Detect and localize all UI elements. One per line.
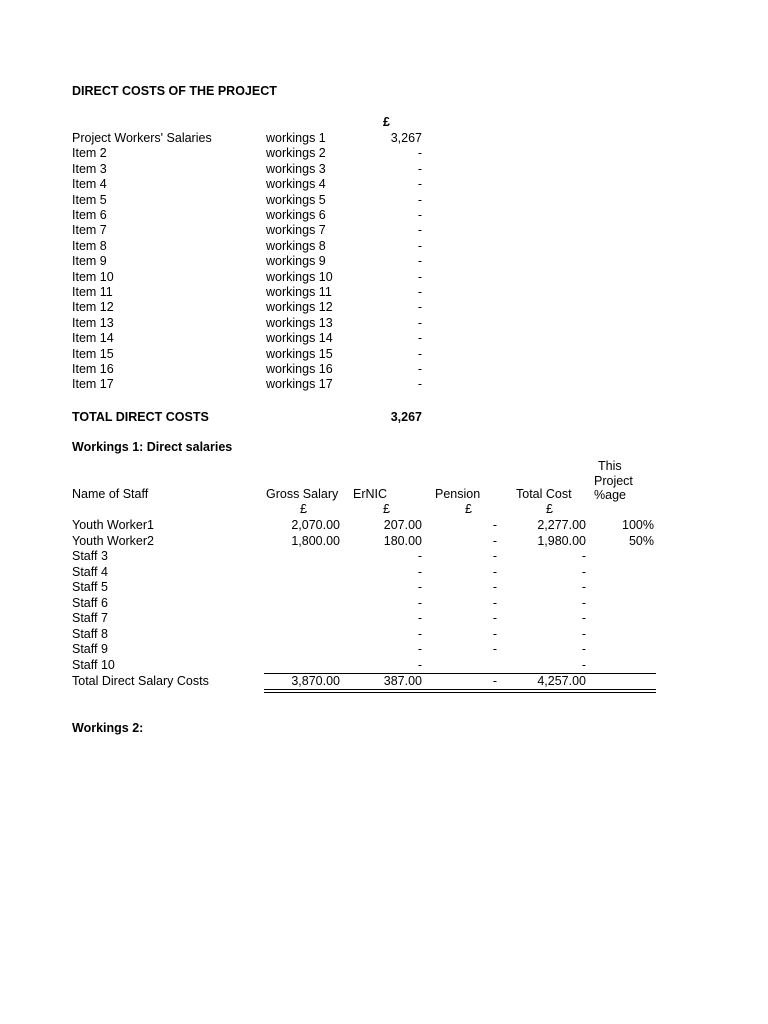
item-workings-ref: workings 11 bbox=[266, 285, 332, 299]
item-workings-ref: workings 5 bbox=[266, 193, 326, 207]
item-workings-ref: workings 4 bbox=[266, 177, 326, 191]
item-amount: - bbox=[417, 377, 422, 391]
staff-total: 1,980.00 bbox=[537, 534, 586, 548]
item-workings-ref: workings 7 bbox=[266, 223, 326, 237]
staff-name: Staff 10 bbox=[72, 658, 115, 672]
item-amount: - bbox=[417, 270, 422, 284]
total-double-rule-2 bbox=[264, 692, 656, 693]
staff-name: Staff 5 bbox=[72, 580, 108, 594]
item-workings-ref: workings 15 bbox=[266, 347, 333, 361]
item-name: Item 6 bbox=[72, 208, 107, 222]
staff-total: - bbox=[581, 596, 586, 610]
total-double-rule-1 bbox=[264, 689, 656, 690]
item-name: Item 16 bbox=[72, 362, 114, 376]
item-workings-ref: workings 12 bbox=[266, 300, 333, 314]
staff-total: - bbox=[581, 627, 586, 641]
staff-ernic: 207.00 bbox=[383, 518, 422, 532]
total-direct-label: TOTAL DIRECT COSTS bbox=[72, 410, 209, 424]
item-name: Item 15 bbox=[72, 347, 114, 361]
staff-ernic: - bbox=[417, 658, 422, 672]
staff-ernic: - bbox=[417, 580, 422, 594]
item-name: Item 5 bbox=[72, 193, 107, 207]
staff-ernic: - bbox=[417, 611, 422, 625]
item-name: Item 12 bbox=[72, 300, 114, 314]
staff-gross: 1,800.00 bbox=[291, 534, 340, 548]
item-name: Item 11 bbox=[72, 285, 113, 299]
item-name: Item 8 bbox=[72, 239, 107, 253]
header-name-of-staff: Name of Staff bbox=[72, 487, 149, 501]
staff-name: Staff 8 bbox=[72, 627, 108, 641]
item-name: Item 3 bbox=[72, 162, 107, 176]
staff-pension: - bbox=[492, 627, 497, 641]
item-amount: - bbox=[417, 193, 422, 207]
item-name: Item 13 bbox=[72, 316, 114, 330]
staff-name: Staff 9 bbox=[72, 642, 108, 656]
staff-total: - bbox=[581, 549, 586, 563]
item-workings-ref: workings 8 bbox=[266, 239, 326, 253]
currency-header: £ bbox=[383, 115, 390, 129]
staff-ernic: - bbox=[417, 549, 422, 563]
header-pension: Pension bbox=[435, 487, 481, 501]
item-amount: - bbox=[417, 362, 422, 376]
staff-ernic: - bbox=[417, 565, 422, 579]
staff-pension: - bbox=[492, 611, 497, 625]
staff-name: Youth Worker2 bbox=[72, 534, 154, 548]
item-amount: - bbox=[417, 300, 422, 314]
item-workings-ref: workings 6 bbox=[266, 208, 326, 222]
item-amount: - bbox=[417, 208, 422, 222]
item-name: Item 10 bbox=[72, 270, 114, 284]
item-workings-ref: workings 14 bbox=[266, 331, 333, 345]
staff-total: - bbox=[581, 642, 586, 656]
total-gross: 3,870.00 bbox=[291, 674, 340, 688]
item-name: Item 2 bbox=[72, 146, 107, 160]
item-amount: - bbox=[417, 285, 422, 299]
staff-gross: 2,070.00 bbox=[291, 518, 340, 532]
item-amount: - bbox=[417, 347, 422, 361]
staff-project-pct: 50% bbox=[628, 534, 654, 548]
item-name: Item 17 bbox=[72, 377, 114, 391]
item-name: Item 4 bbox=[72, 177, 107, 191]
staff-name: Youth Worker1 bbox=[72, 518, 154, 532]
item-amount: - bbox=[417, 146, 422, 160]
item-workings-ref: workings 10 bbox=[266, 270, 333, 284]
ernic-currency: £ bbox=[383, 502, 390, 516]
staff-name: Staff 6 bbox=[72, 596, 108, 610]
total-ernic: 387.00 bbox=[383, 674, 422, 688]
item-workings-ref: workings 17 bbox=[266, 377, 333, 391]
header-total-cost: Total Cost bbox=[516, 487, 572, 501]
staff-total: - bbox=[581, 565, 586, 579]
total-direct-amount: 3,267 bbox=[390, 410, 422, 424]
header-project-line2: Project bbox=[594, 474, 633, 488]
item-workings-ref: workings 1 bbox=[266, 131, 326, 145]
item-workings-ref: workings 16 bbox=[266, 362, 333, 376]
staff-project-pct: 100% bbox=[622, 518, 654, 532]
staff-total: - bbox=[581, 611, 586, 625]
item-name: Project Workers' Salaries bbox=[72, 131, 212, 145]
workings2-heading: Workings 2: bbox=[72, 721, 144, 735]
staff-pension: - bbox=[492, 596, 497, 610]
staff-total: - bbox=[581, 580, 586, 594]
total-currency: £ bbox=[546, 502, 553, 516]
staff-ernic: - bbox=[417, 642, 422, 656]
workings1-heading: Workings 1: Direct salaries bbox=[72, 440, 233, 454]
staff-name: Staff 4 bbox=[72, 565, 108, 579]
header-gross-salary: Gross Salary bbox=[266, 487, 339, 501]
item-amount: - bbox=[417, 177, 422, 191]
page-title: DIRECT COSTS OF THE PROJECT bbox=[72, 84, 277, 98]
staff-pension: - bbox=[492, 534, 497, 548]
header-project-line1: This bbox=[598, 459, 622, 473]
staff-pension: - bbox=[492, 580, 497, 594]
staff-ernic: 180.00 bbox=[383, 534, 422, 548]
item-workings-ref: workings 9 bbox=[266, 254, 326, 268]
staff-pension: - bbox=[492, 518, 497, 532]
staff-total: 2,277.00 bbox=[537, 518, 586, 532]
item-amount: - bbox=[417, 316, 422, 330]
item-amount: - bbox=[417, 254, 422, 268]
header-ernic: ErNIC bbox=[353, 487, 388, 501]
gross-currency: £ bbox=[300, 502, 307, 516]
staff-pension: - bbox=[492, 565, 497, 579]
item-workings-ref: workings 2 bbox=[266, 146, 326, 160]
total-total: 4,257.00 bbox=[537, 674, 586, 688]
staff-pension: - bbox=[492, 642, 497, 656]
staff-name: Staff 7 bbox=[72, 611, 108, 625]
item-workings-ref: workings 13 bbox=[266, 316, 333, 330]
staff-total: - bbox=[581, 658, 586, 672]
item-amount: - bbox=[417, 223, 422, 237]
item-amount: - bbox=[417, 162, 422, 176]
header-project-line3: %age bbox=[594, 488, 626, 502]
staff-name: Staff 3 bbox=[72, 549, 108, 563]
item-amount: 3,267 bbox=[390, 131, 422, 145]
item-name: Item 14 bbox=[72, 331, 114, 345]
staff-pension: - bbox=[492, 549, 497, 563]
total-salary-label: Total Direct Salary Costs bbox=[72, 674, 209, 688]
item-name: Item 7 bbox=[72, 223, 107, 237]
staff-ernic: - bbox=[417, 596, 422, 610]
pension-currency: £ bbox=[465, 502, 472, 516]
item-amount: - bbox=[417, 331, 422, 345]
item-workings-ref: workings 3 bbox=[266, 162, 326, 176]
total-pension: - bbox=[492, 674, 497, 688]
staff-ernic: - bbox=[417, 627, 422, 641]
item-amount: - bbox=[417, 239, 422, 253]
item-name: Item 9 bbox=[72, 254, 107, 268]
